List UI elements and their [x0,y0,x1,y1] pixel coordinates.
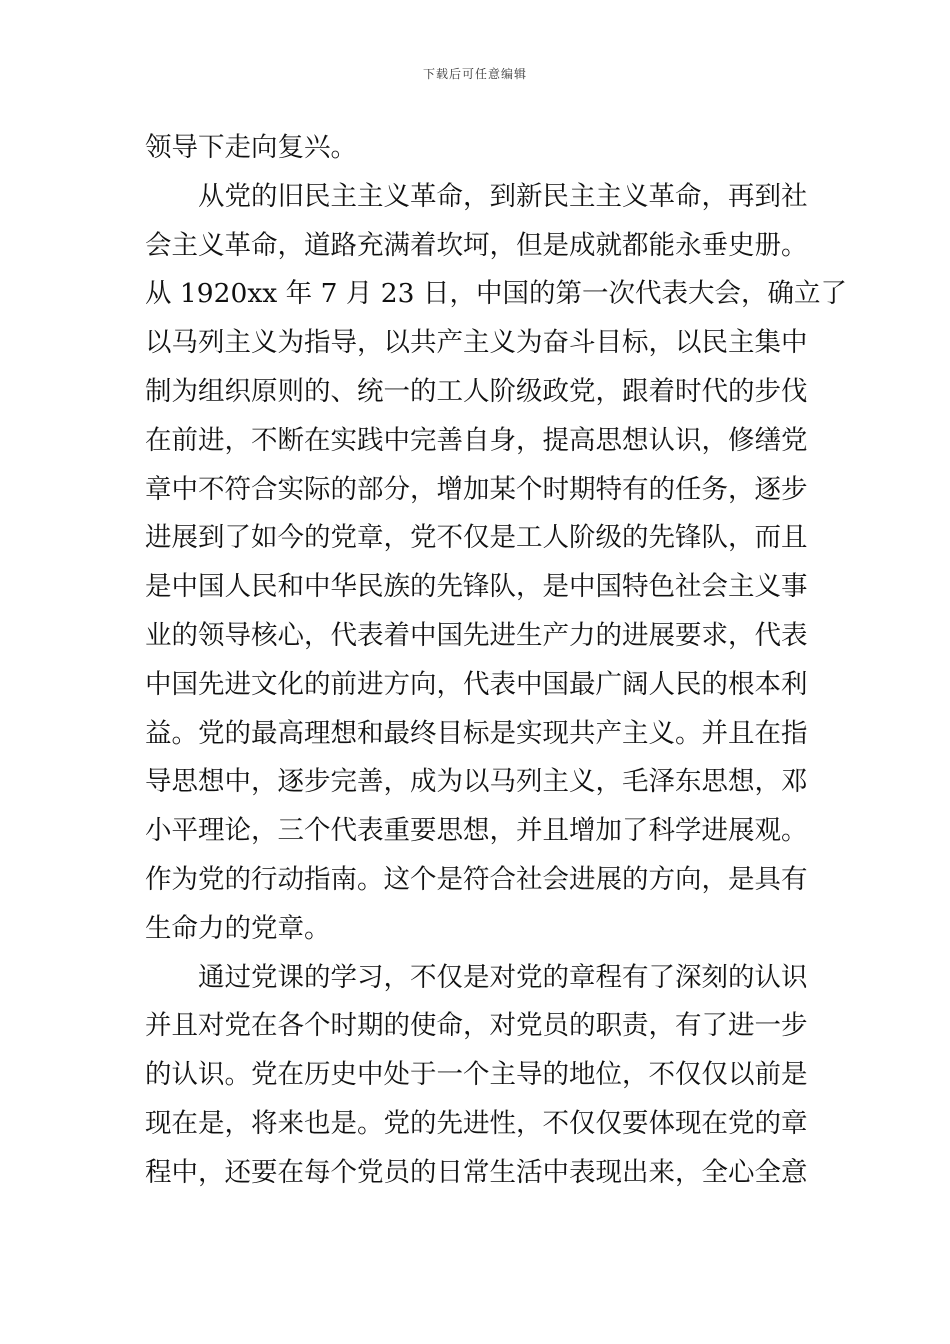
text-line: 在前进，不断在实践中完善自身，提高思想认识，修缮党 [145,424,808,456]
text-line: 领导下走向复兴。 [145,132,357,163]
text-line: 是中国人民和中华民族的先锋队，是中国特色社会主义事 [145,571,808,603]
text-line: 业的领导核心，代表着中国先进生产力的进展要求，代表 [145,619,808,651]
text-line: 从党的旧民主主义革命，到新民主主义革命，再到社 [145,180,808,212]
text-line: 从 1920xx 年 7 月 23 日，中国的第一次代表大会，确立了 [145,278,847,310]
text-line: 进展到了如今的党章，党不仅是工人阶级的先锋队，而且 [145,522,808,554]
text-line: 益。党的最高理想和最终目标是实现共产主义。并且在指 [145,717,808,749]
text-line: 的认识。党在历史中处于一个主导的地位，不仅仅以前是 [145,1059,808,1091]
text-line: 生命力的党章。 [145,912,331,944]
page-header: 下载后可任意编辑 [422,67,527,81]
text-line: 作为党的行动指南。这个是符合社会进展的方向，是具有 [145,863,808,895]
text-line: 以马列主义为指导，以共产主义为奋斗目标，以民主集中 [145,327,808,359]
text-line: 中国先进文化的前进方向，代表中国最广阔人民的根本利 [145,668,808,700]
text-line: 导思想中，逐步完善，成为以马列主义，毛泽东思想，邓 [145,766,808,798]
text-line: 章中不符合实际的部分，增加某个时期特有的任务，逐步 [145,473,808,505]
text-line: 会主义革命，道路充满着坎坷，但是成就都能永垂史册。 [145,229,808,261]
text-line: 并且对党在各个时期的使命，对党员的职责，有了进一步 [145,1010,808,1042]
text-line: 通过党课的学习，不仅是对党的章程有了深刻的认识 [145,961,808,993]
text-line: 制为组织原则的、统一的工人阶级政党，跟着时代的步伐 [145,375,808,407]
text-line: 程中，还要在每个党员的日常生活中表现出来，全心全意 [145,1156,808,1188]
text-line: 现在是，将来也是。党的先进性，不仅仅要体现在党的章 [145,1107,808,1139]
document-body [145,128,847,1202]
text-line: 小平理论，三个代表重要思想，并且增加了科学进展观。 [145,815,808,847]
